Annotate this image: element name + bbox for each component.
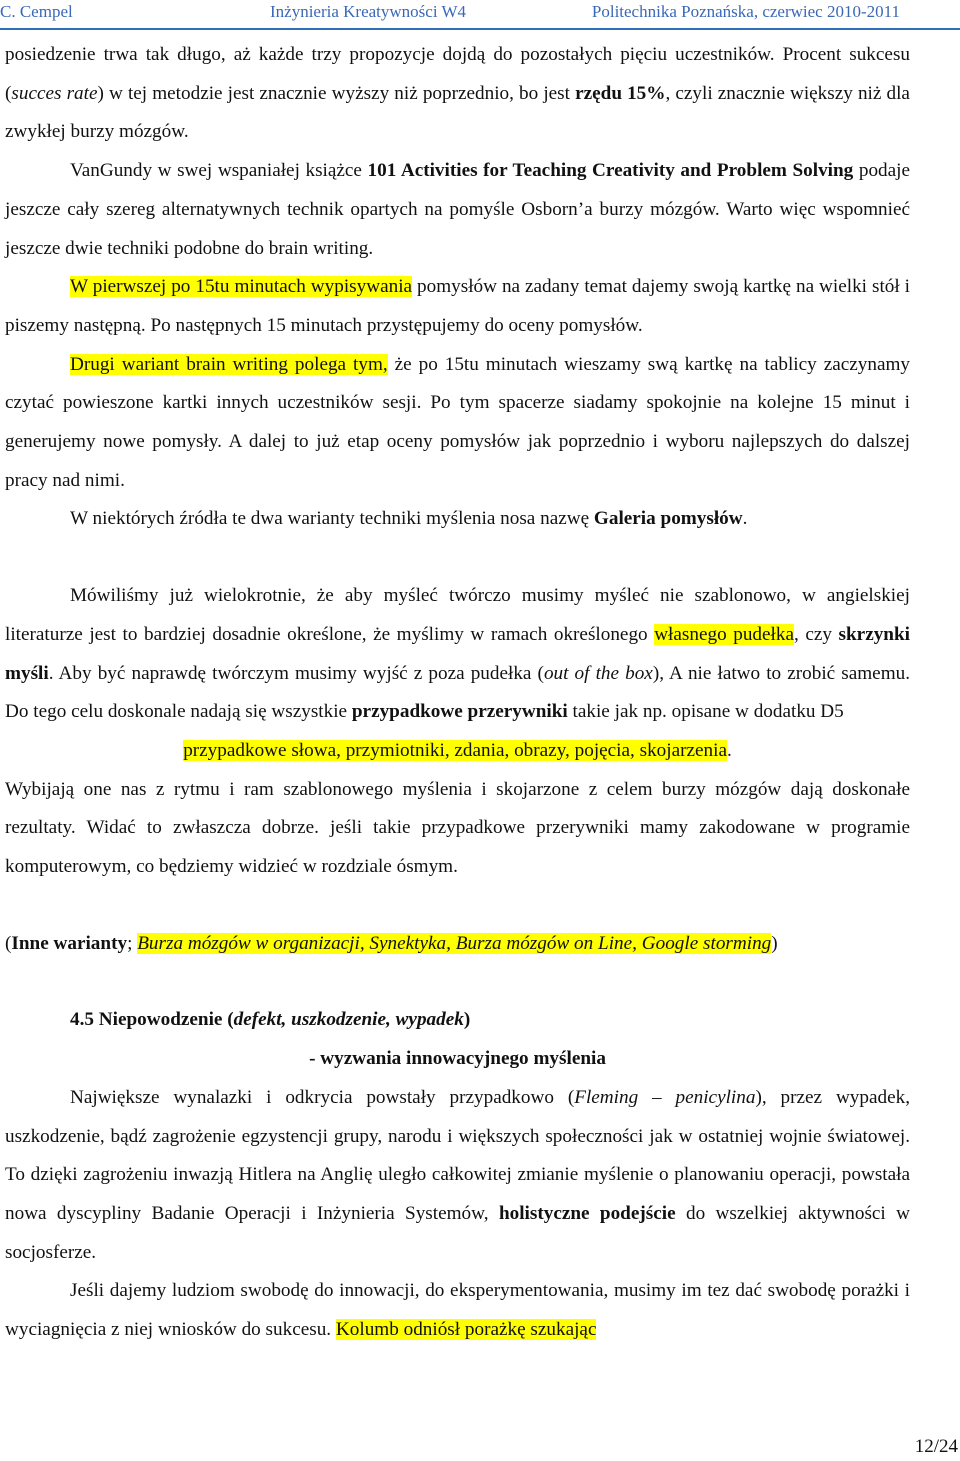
paragraph: Jeśli dajemy ludziom swobodę do innowacji, do eksperymentowania, musimy im tez dać swobodę porażki i wyciagnięcia z niej wniosków do sukcesu. Kolumb odniósł porażkę szukając: [5, 1280, 910, 1341]
page-number: 12/24: [914, 1436, 958, 1457]
highlight: przypadkowe słowa, przymiotniki, zdania, obrazy, pojęcia, skojarzenia: [183, 739, 727, 761]
centered-line: przypadkowe słowa, przymiotniki, zdania, obrazy, pojęcia, skojarzenia.: [183, 739, 732, 761]
section-subtitle: - wyzwania innowacyjnego myślenia: [309, 1048, 606, 1070]
paragraph: W niektórych źródła te dwa warianty techniki myślenia nosa nazwę Galeria pomysłów.: [70, 508, 748, 530]
paragraph: Największe wynalazki i odkrycia powstały przypadkowo (Fleming – penicylina), przez wypadek, uszkodzenie, bądź zagrożenie egzystencji grupy, narodu i większych społeczności jak w ostatniej wojnie światowej. To dzięki zagrożeniu inwazją Hitlera na Anglię uległo całkowitej zmianie myślenie o planowaniu operacji, powstała nowa dyscypliny Badanie Operacji i Inżynieria Systemów, holistyczne podejście do wszelkiej aktywności w socjosferze.: [5, 1086, 910, 1263]
page-header: [0, 0, 960, 26]
paragraph: (Inne warianty; Burza mózgów w organizacji, Synektyka, Burza mózgów on Line, Google storming): [5, 932, 778, 954]
paragraph: Wybijają one nas z rytmu i ram szablonowego myślenia i skojarzone z celem burzy mózgów dają doskonałe rezultaty. Widać to zwłaszcza dobrze. jeśli takie przypadkowe przerywniki mamy zakodowane w programie komputerowym, co będziemy widzieć w rozdziale ósmym.: [5, 778, 910, 878]
header-author: C. Cempel: [0, 2, 73, 21]
section-heading: 4.5 Niepowodzenie (defekt, uszkodzenie, wypadek): [70, 1009, 471, 1031]
document-body: [5, 36, 910, 1350]
highlight: Drugi wariant brain writing polega tym,: [70, 353, 388, 375]
header-course: Inżynieria Kreatywności W4: [270, 2, 467, 21]
highlight: Burza mózgów w organizacji, Synektyka, Burza mózgów on Line, Google storming: [137, 932, 772, 954]
highlight: Kolumb odniósł porażkę szukając: [335, 1319, 597, 1341]
header-rule: [0, 28, 960, 30]
paragraph: W pierwszej po 15tu minutach wypisywania pomysłów na zadany temat dajemy swoją kartkę na wielki stół i piszemy następną. Po następnych 15 minutach przystępujemy do oceny pomysłów.: [5, 276, 910, 336]
paragraph: Drugi wariant brain writing polega tym, że po 15tu minutach wieszamy swą kartkę na tablicy zaczynamy czytać powieszone kartki innych uczestników sesji. Po tym spacerze siadamy spokojnie na kolejne 15 minut i generujemy nowe pomysły. A dalej to już etap oceny pomysłów jak poprzednio i wyboru najlepszych do dalszej pracy nad nimi.: [5, 353, 910, 491]
paragraph: Mówiliśmy już wielokrotnie, że aby myśleć twórczo musimy myśleć nie szablonowo, w angielskiej literaturze jest to bardziej dosadnie określone, że myślimy w ramach określonego własnego pudełka, czy skrzynki myśli. Aby być naprawdę twórczym musimy wyjść z poza pudełka (out of the box), A nie łatwo to zrobić samemu. Do tego celu doskonale nadają się wszystkie przypadkowe przerywniki takie jak np. opisane w dodatku D5: [5, 585, 911, 723]
highlight: W pierwszej po 15tu minutach wypisywania: [70, 276, 413, 298]
highlight: własnego pudełka: [654, 623, 794, 645]
paragraph: VanGundy w swej wspaniałej książce 101 Activities for Teaching Creativity and Problem Solving podaje jeszcze cały szereg alternatywnych technik opartych na pomyśle Osborn’a burzy mózgów. Warto więc wspomnieć jeszcze dwie techniki podobne do brain writing.: [5, 160, 910, 259]
header-institution: Politechnika Poznańska, czerwiec 2010-2011: [591, 2, 900, 21]
paragraph: posiedzenie trwa tak długo, aż każde trzy propozycje dojdą do pozostałych pięciu uczestników. Procent sukcesu (succes rate) w tej metodzie jest znacznie wyższy niż poprzednio, bo jest rzędu 15%, czyli znacznie większy niż dla zwykłej burzy mózgów.: [5, 44, 910, 143]
